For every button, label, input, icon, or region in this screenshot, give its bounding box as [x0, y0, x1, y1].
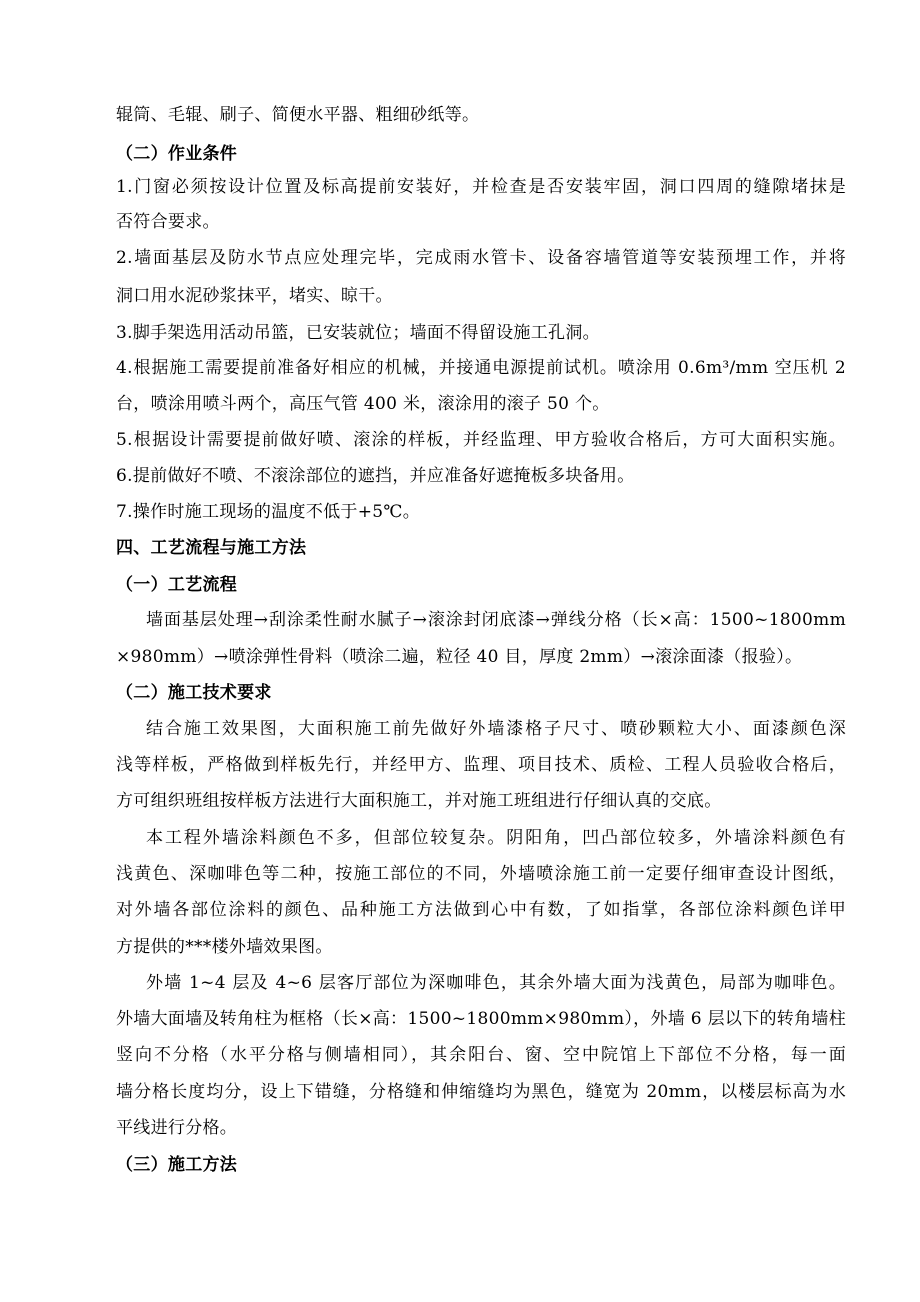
text-line: 方提供的***楼外墙效果图。 — [116, 937, 333, 957]
text-line: 5.根据设计需要提前做好喷、滚涂的样板，并经监理、甲方验收合格后，方可大面积实施。 — [116, 430, 846, 450]
text-line: 浅等样板，严格做到样板先行，并经甲方、监理、项目技术、质检、工程人员验收合格后， — [116, 755, 846, 775]
text-line: 墙分格长度均分，设上下错缝，分格缝和伸缩缝均为黑色，缝宽为 20mm，以楼层标高为水 — [116, 1082, 846, 1102]
text-line: 外墙 1~4 层及 4~6 层客厅部位为深咖啡色，其余外墙大面为浅黄色，局部为咖啡色。 — [146, 973, 846, 993]
text-line: 3.脚手架选用活动吊篮，已安装就位；墙面不得留设施工孔洞。 — [116, 323, 600, 343]
section-heading: （二）施工技术要求 — [116, 683, 272, 703]
text-line: 方可组织班组按样板方法进行大面积施工，并对施工班组进行仔细认真的交底。 — [116, 791, 722, 811]
text-line: 2.墙面基层及防水节点应处理完毕，完成雨水管卡、设备容墙管道等安装预埋工作，并将 — [116, 248, 846, 268]
text-line: 否符合要求。 — [116, 212, 220, 232]
text-line: 竖向不分格（水平分格与侧墙相同），其余阳台、窗、空中院馆上下部位不分格，每一面 — [116, 1045, 846, 1065]
text-line: 本工程外墙涂料颜色不多，但部位较复杂。阴阳角，凹凸部位较多，外墙涂料颜色有 — [146, 828, 846, 848]
text-line: ×980mm）→喷涂弹性骨料（喷涂二遍，粒径 40 目，厚度 2mm）→滚涂面漆（报验）。 — [116, 647, 803, 667]
text-line: 7.操作时施工现场的温度不低于+5℃。 — [116, 502, 420, 522]
section-heading: （一）工艺流程 — [116, 575, 238, 595]
chapter-heading: 四、工艺流程与施工方法 — [116, 538, 307, 558]
text-line: 外墙大面墙及转角柱为框格（长×高：1500~1800mm×980mm），外墙 6 层以下的转角墙柱 — [116, 1009, 847, 1029]
text-line: 台，喷涂用喷斗两个，高压气管 400 米，滚涂用的滚子 50 个。 — [116, 394, 610, 414]
text-line: 洞口用水泥砂浆抹平，堵实、晾干。 — [116, 286, 393, 306]
text-line: 浅黄色、深咖啡色等二种，按施工部位的不同，外墙喷涂施工前一定要仔细审查设计图纸， — [116, 864, 846, 884]
text-line: 4.根据施工需要提前准备好相应的机械，并接通电源提前试机。喷涂用 0.6m³/mm 空压机 2 — [116, 358, 846, 378]
text-line: 对外墙各部位涂料的颜色、品种施工方法做到心中有数，了如指掌，各部位涂料颜色详甲 — [116, 900, 846, 920]
text-line: 6.提前做好不喷、不滚涂部位的遮挡，并应准备好遮掩板多块备用。 — [116, 466, 635, 486]
text-line: 墙面基层处理→刮涂柔性耐水腻子→滚涂封闭底漆→弹线分格（长×高：1500~1800mm — [146, 610, 846, 630]
section-heading: （二）作业条件 — [116, 144, 238, 164]
text-line: 辊筒、毛辊、刷子、简便水平器、粗细砂纸等。 — [116, 105, 480, 125]
section-heading: （三）施工方法 — [116, 1155, 238, 1175]
text-line: 1.门窗必须按设计位置及标高提前安装好，并检查是否安装牢固，洞口四周的缝隙堵抹是 — [116, 177, 846, 197]
text-line: 结合施工效果图，大面积施工前先做好外墙漆格子尺寸、喷砂颗粒大小、面漆颜色深 — [146, 719, 846, 739]
text-line: 平线进行分格。 — [116, 1118, 238, 1138]
